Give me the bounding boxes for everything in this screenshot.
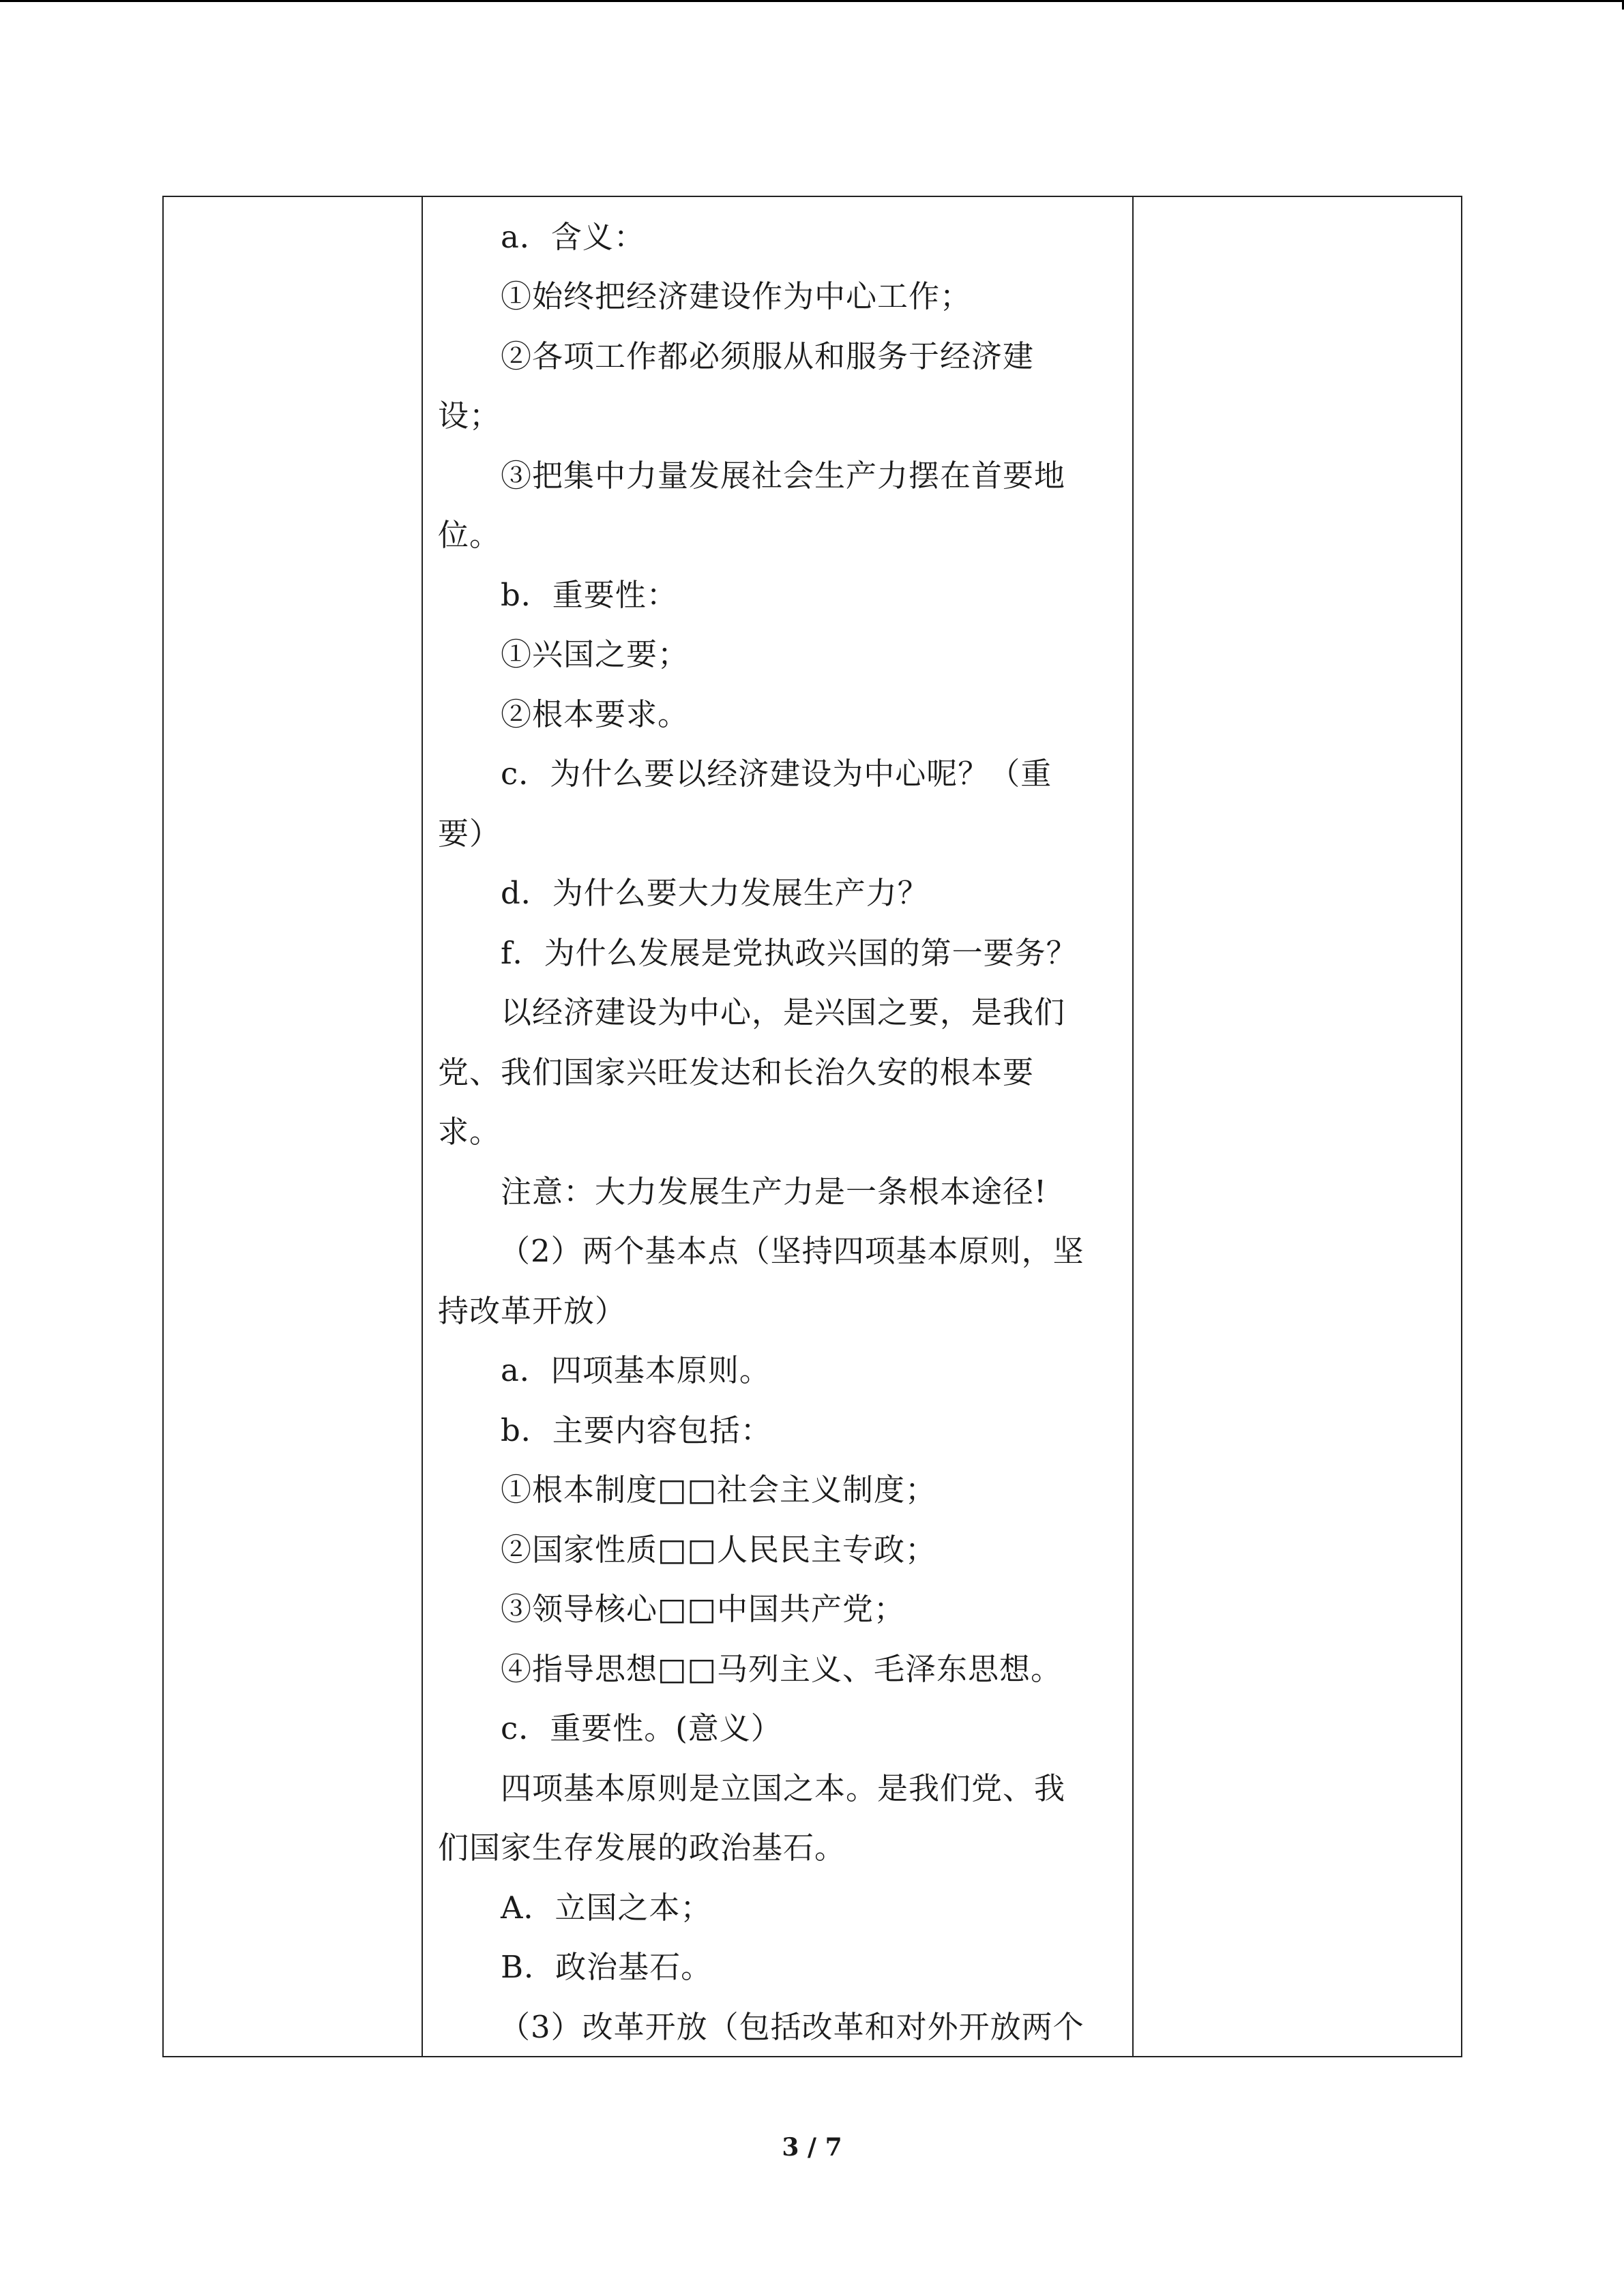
column-divider-left [422, 197, 423, 2056]
table-left-cell [164, 197, 422, 2056]
text-line: （2）两个基本点（坚持四项基本原则，坚 [499, 1233, 1084, 1269]
text-line: a．四项基本原则。 [501, 1352, 771, 1388]
text-line: 四项基本原则是立国之本。是我们党、我 [501, 1770, 1066, 1806]
text-line: ①根本制度□□社会主义制度； [501, 1472, 937, 1508]
text-line: ③领导核心□□中国共产党； [501, 1591, 906, 1627]
text-line: 以经济建设为中心，是兴国之要，是我们 [501, 994, 1066, 1030]
text-line: 求。 [438, 1114, 501, 1150]
text-line: a．含义： [501, 219, 645, 255]
text-line: d．为什么要大力发展生产力？ [501, 875, 929, 911]
text-line: ②各项工作都必须服从和服务于经济建 [501, 338, 1035, 374]
text-line: （3）改革开放（包括改革和对外开放两个 [499, 2009, 1084, 2045]
text-line: c．为什么要以经济建设为中心呢？（重 [501, 756, 1052, 792]
text-line: 要） [438, 816, 501, 852]
text-line: 持改革开放） [438, 1293, 627, 1329]
text-line: f．为什么发展是党执政兴国的第一要务？ [501, 935, 1078, 971]
page-number: 3 / 7 [782, 2133, 842, 2162]
text-line: ④指导思想□□马列主义、毛泽东思想。 [501, 1651, 1063, 1687]
text-line: 设； [438, 398, 501, 434]
text-line: 党、我们国家兴旺发达和长治久安的根本要 [438, 1054, 1035, 1090]
text-line: 们国家生存发展的政治基石。 [438, 1830, 846, 1866]
text-line: A．立国之本； [501, 1890, 712, 1926]
text-line: 位。 [438, 517, 501, 553]
text-line: ③把集中力量发展社会生产力摆在首要地 [501, 458, 1066, 494]
text-line: B．政治基石。 [501, 1949, 713, 1985]
text-line: 注意：大力发展生产力是一条根本途径! [501, 1174, 1048, 1210]
table-right-cell [1134, 197, 1461, 2056]
text-line: c．重要性。(意义） [501, 1710, 782, 1746]
text-line: ①始终把经济建设作为中心工作； [501, 278, 972, 314]
text-line: ②国家性质□□人民民主专政； [501, 1532, 937, 1568]
text-line: ①兴国之要； [501, 636, 690, 672]
text-line: ②根本要求。 [501, 696, 690, 732]
page-top-border [0, 0, 1624, 2]
text-line: b．重要性： [501, 577, 678, 613]
text-line: b．主要内容包括： [501, 1412, 772, 1448]
